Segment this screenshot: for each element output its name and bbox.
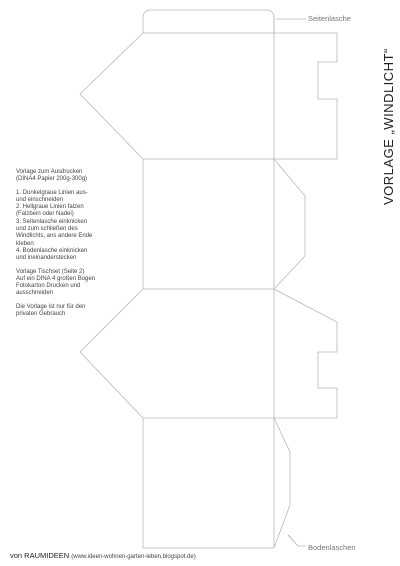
footer-url: (www.ideen-wohnen-garten-leben.blogspot.de) (71, 554, 196, 560)
instructions-steps: 1. Dunkelgraue Linien aus- und einschneiden 2. Hellgraue Linien falzen (Falzbein oder Nadel) 3. Seitenlasche einknicken und zum schließen des Windlichts, ans andere Ende kleben 4. Bodenlasche einknicken und ineinanderstecken (16, 189, 93, 262)
instructions-block (16, 169, 106, 324)
template-title: VORLAGE „WINDLICHT“ (381, 48, 396, 205)
footer-author: von RAUMIDEEN (10, 551, 70, 560)
callout-line-bottom (288, 535, 306, 546)
side-tab-outline (143, 10, 274, 33)
side-tab-label: Seitenlasche (308, 14, 351, 23)
instructions-heading: Vorlage zum Ausdrucken (DINA4 Papier 200g-300g) (16, 169, 88, 183)
bottom-tabs-label: Bodenlaschen (308, 543, 356, 552)
side-flap-middle (274, 159, 305, 289)
lock-tab-top (274, 33, 337, 159)
lock-tab-lower (274, 289, 337, 418)
footer-credit (10, 551, 196, 560)
instructions-note: Die Vorlage ist nur für den privaten Gebrauch (16, 303, 86, 318)
instructions-tischset: Vorlage Tischset (Seite 2) Auf ein DINA 4 großen Bogen Fotokarton Drucken und ausschneiden (16, 268, 96, 297)
bottom-flap (274, 418, 290, 548)
